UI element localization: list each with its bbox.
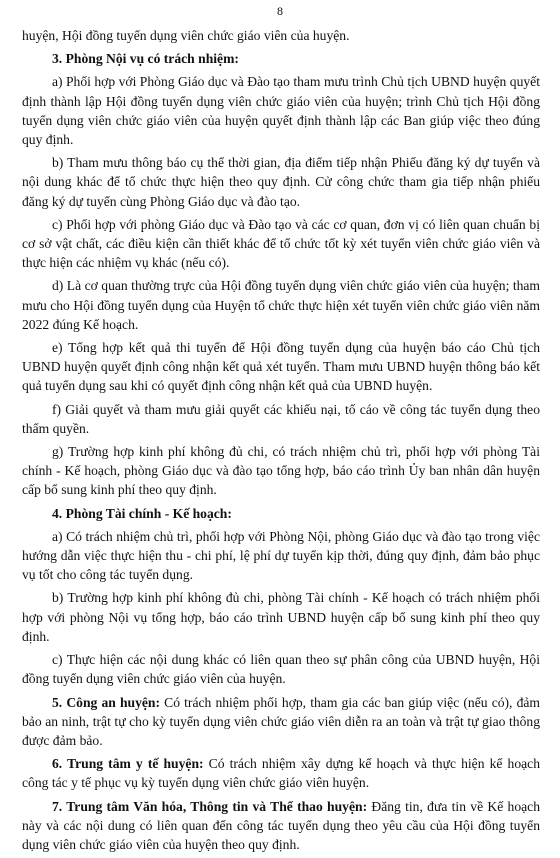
section-3-paragraph-d: d) Là cơ quan thường trực của Hội đồng tuyển dụng viên chức giáo viên của huyện; tham mưu cho Hội đồng tuyển dụng của Huyện tổ chức thực hiện xét tuyển viên chức giáo viên năm 2022 đúng Kế hoạch. [22, 278, 540, 332]
section-4-paragraph-c: c) Thực hiện các nội dung khác có liên quan theo sự phân công của UBND huyện, Hội đồng tuyển dụng viên chức giáo viên của huyện. [22, 652, 540, 687]
page-number: 8 [277, 4, 283, 18]
document-body [22, 26, 540, 858]
section-3-paragraph-e: e) Tổng hợp kết quả thi tuyển để Hội đồng tuyển dụng của huyện báo cáo Chủ tịch UBND huyện quyết định công nhận kết quả xét tuyển. Tham mưu UBND huyện thông báo kết quả tuyển dụng sau khi có quyết định công nhận kết quả của UBND huyện. [22, 340, 540, 394]
section-6-paragraph [22, 754, 540, 792]
section-3-heading: 3. Phòng Nội vụ có trách nhiệm: [52, 51, 239, 67]
section-4-paragraph-a: a) Có trách nhiệm chủ trì, phối hợp với Phòng Nội, phòng Giáo dục và đào tạo trong việc hướng dẫn việc thực hiện thu - chi phí, lệ phí dự tuyển kịp thời, đúng quy định, đảm bảo phục vụ tốt cho công tác tuyển dụng. [22, 528, 540, 583]
section-5-heading: 5. Công an huyện: [52, 694, 160, 710]
section-7-heading: 7. Trung tâm Văn hóa, Thông tin và Thể thao huyện: [52, 798, 368, 814]
section-3-paragraph-c: c) Phối hợp với phòng Giáo dục và Đào tạo và các cơ quan, đơn vị có liên quan chuẩn bị cơ sở vật chất, các điều kiện cần thiết khác để tổ chức tốt kỳ xét tuyển viên chức giáo viên và thực hiện các nhiệm vụ khác (nếu có). [22, 216, 540, 271]
section-6-text: Có trách nhiệm xây dựng kế hoạch và thực hiện kế hoạch công tác y tế phục vụ kỳ tuyển dụng viên chức giáo viên huyện. [22, 756, 541, 791]
section-5-paragraph [22, 693, 540, 751]
section-3-paragraph-a: a) Phối hợp với Phòng Giáo dục và Đào tạo tham mưu trình Chủ tịch UBND huyện quyết định thành lập Hội đồng tuyển dụng viên chức giáo viên của huyện; trình Chủ tịch Hội đồng tuyển dụng viên chức giáo viên của huyện quyết định thành lập các Ban giúp việc theo đúng quy định. [22, 74, 540, 148]
section-7-text: Đăng tin, đưa tin về Kế hoạch này và các nội dung có liên quan đến công tác tuyển dụng theo yêu cầu của Hội đồng tuyển dụng viên chức giáo viên của huyện theo quy định. [22, 798, 541, 852]
section-3-paragraph-f: f) Giải quyết và tham mưu giải quyết các khiếu nại, tố cáo về công tác tuyển dụng theo thẩm quyền. [22, 401, 540, 436]
section-4-paragraph-b: b) Trường hợp kinh phí không đủ chi, phòng Tài chính - Kế hoạch có trách nhiệm phối hợp với phòng Nội vụ tổng hợp, báo cáo trình UBND huyện cấp bổ sung kinh phí theo quy định. [22, 590, 540, 644]
section-4-heading: 4. Phòng Tài chính - Kế hoạch: [52, 505, 232, 521]
intro-paragraph: huyện, Hội đồng tuyển dụng viên chức giáo viên của huyện. [22, 28, 350, 43]
section-3-paragraph-g: g) Trường hợp kinh phí không đủ chi, có trách nhiệm chủ trì, phối hợp với phòng Tài chính - Kế hoạch, phòng Giáo dục và đào tạo tổng hợp, báo cáo trình Ủy ban nhân dân huyện cấp bổ sung kinh phí theo quy định. [22, 444, 540, 498]
section-5-text: Có trách nhiệm phối hợp, tham gia các ban giúp việc (nếu có), đảm bảo an ninh, trật tự cho kỳ tuyển dụng viên chức giáo viên diễn ra an toàn và trật tự giao thông được đảm bảo. [22, 694, 540, 748]
section-7-paragraph [22, 797, 540, 855]
section-3-paragraph-b: b) Tham mưu thông báo cụ thể thời gian, địa điểm tiếp nhận Phiếu đăng ký dự tuyển và nội dung khác để tổ chức thực hiện theo quy định. Cử công chức tham gia tiếp nhận phiếu đăng ký dự tuyển cùng Phòng Giáo dục và đào tạo. [22, 155, 540, 209]
section-6-heading: 6. Trung tâm y tế huyện: [52, 756, 204, 772]
